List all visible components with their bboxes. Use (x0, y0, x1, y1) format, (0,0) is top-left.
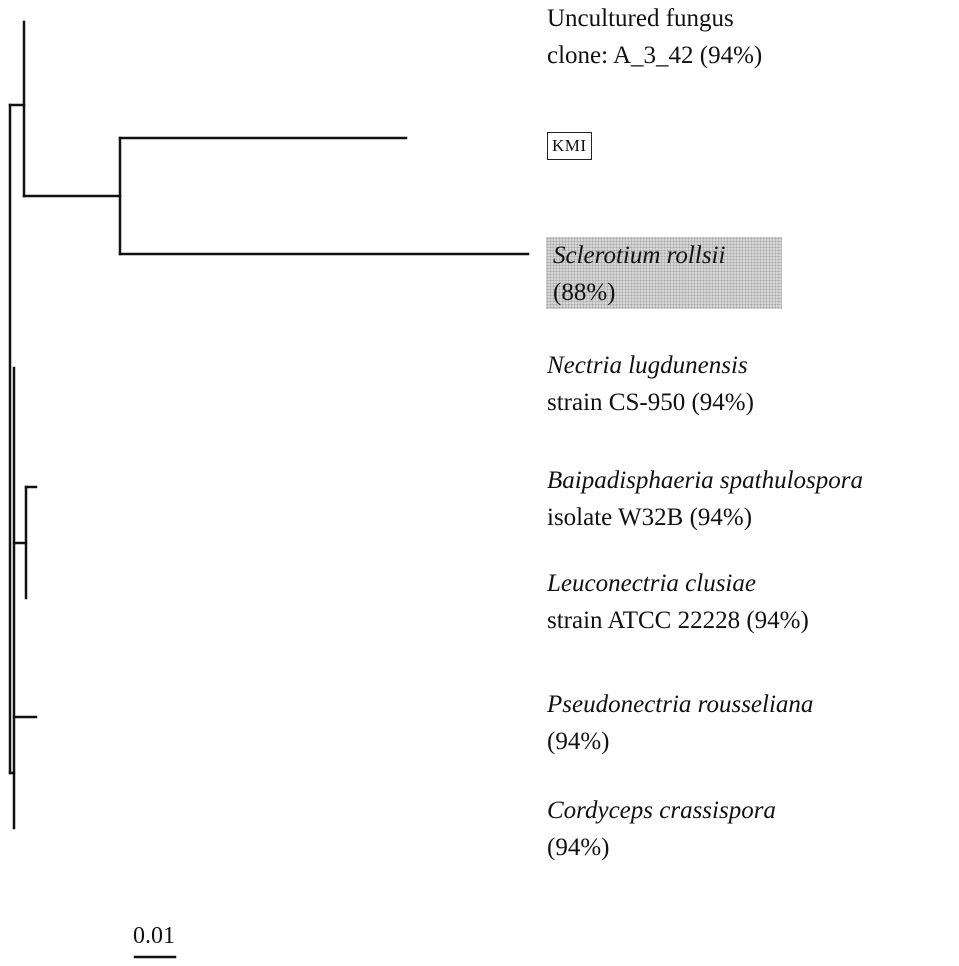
leaf-label-nectria (547, 347, 754, 421)
leaf-detail: (94%) (547, 834, 610, 861)
leaf-detail: strain CS-950 (94%) (547, 389, 754, 416)
scale-bar-label: 0.01 (133, 923, 175, 949)
leaf-label-pseudonectria (547, 686, 813, 760)
leaf-label-baipadisphaeria (547, 462, 863, 536)
leaf-label-cordyceps (547, 792, 776, 866)
leaf-label-sclerotium (553, 237, 725, 311)
leaf-name: Cordyceps crassispora (547, 797, 776, 824)
leaf-detail: (94%) (547, 728, 610, 755)
leaf-detail: clone: A_3_42 (94%) (547, 42, 763, 69)
leaf-name: Leuconectria clusiae (547, 570, 756, 597)
leaf-name: Baipadisphaeria spathulospora (547, 467, 863, 494)
leaf-name: Uncultured fungus (547, 5, 734, 32)
leaf-name: Sclerotium rollsii (553, 242, 726, 269)
leaf-label-uncultured (547, 0, 762, 74)
leaf-label-leuconectria (547, 565, 809, 639)
leaf-detail: (88%) (553, 279, 616, 306)
leaf-label-kmi: KMI (547, 132, 592, 160)
leaf-detail: strain ATCC 22228 (94%) (547, 607, 809, 634)
leaf-name: Nectria lugdunensis (547, 352, 748, 379)
leaf-detail: isolate W32B (94%) (547, 504, 753, 531)
leaf-name: Pseudonectria rousseliana (547, 691, 814, 718)
